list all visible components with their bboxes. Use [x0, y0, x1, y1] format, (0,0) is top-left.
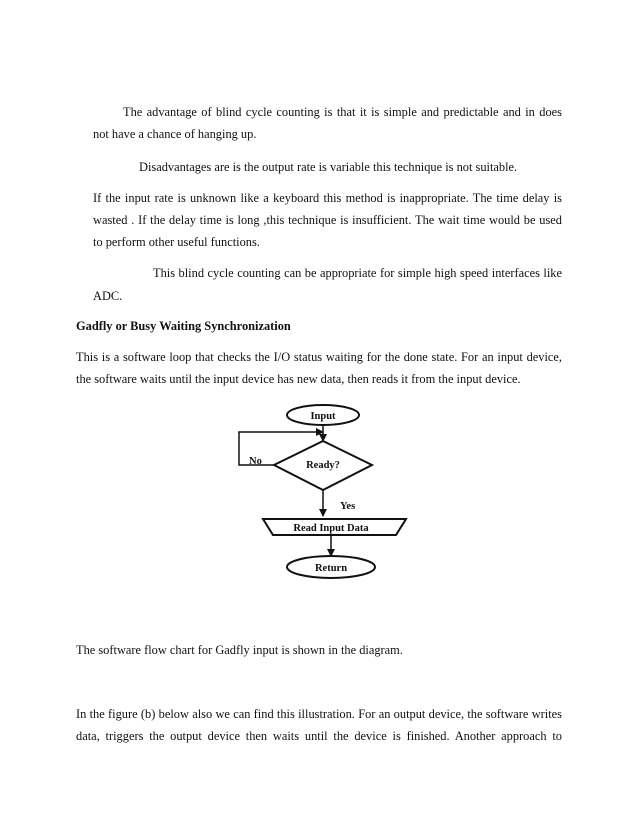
paragraph-disadvantages: Disadvantages are is the output rate is variable this technique is not suitable.: [139, 160, 518, 174]
yes-label: Yes: [340, 501, 356, 512]
end-node: [287, 556, 375, 578]
read-label: Read Input Data: [293, 523, 369, 534]
start-label: Input: [310, 411, 336, 422]
decision-label: Ready?: [306, 460, 340, 471]
paragraph-appropriate-line2: ADC.: [93, 289, 123, 303]
read-node: [263, 519, 406, 535]
section-heading: Gadfly or Busy Waiting Synchronization: [76, 319, 291, 333]
decision-node: [274, 441, 372, 490]
gadfly-flowchart: [230, 398, 420, 588]
paragraph-figure-b-line2: data, triggers the output device then waits until the device is finished. Another approach to: [76, 729, 562, 743]
paragraph-software-loop-line1: This is a software loop that checks the I/O status waiting for the done state. For an input device,: [76, 350, 562, 364]
paragraph-input-rate-line3: to perform other useful functions.: [93, 235, 260, 249]
paragraph-blind-advantage-line1: The advantage of blind cycle counting is that it is simple and predictable and in does: [123, 105, 562, 119]
paragraph-input-rate-line1: If the input rate is unknown like a keyboard this method is inappropriate. The time delay is: [93, 191, 562, 205]
paragraph-appropriate-line1: This blind cycle counting can be appropriate for simple high speed interfaces like: [153, 266, 562, 280]
start-node: [287, 405, 359, 425]
figure-caption: The software flow chart for Gadfly input is shown in the diagram.: [76, 643, 403, 657]
paragraph-figure-b-line1: In the figure (b) below also we can find this illustration. For an output device, the software writes: [76, 707, 562, 721]
paragraph-software-loop-line2: the software waits until the input device has new data, then reads it from the input device.: [76, 372, 521, 386]
paragraph-blind-advantage-line2: not have a chance of hanging up.: [93, 127, 257, 141]
end-label: Return: [314, 563, 348, 574]
paragraph-input-rate-line2: wasted . If the delay time is long ,this technique is insufficient. The wait time would be used: [93, 213, 562, 227]
no-label: No: [249, 456, 262, 467]
